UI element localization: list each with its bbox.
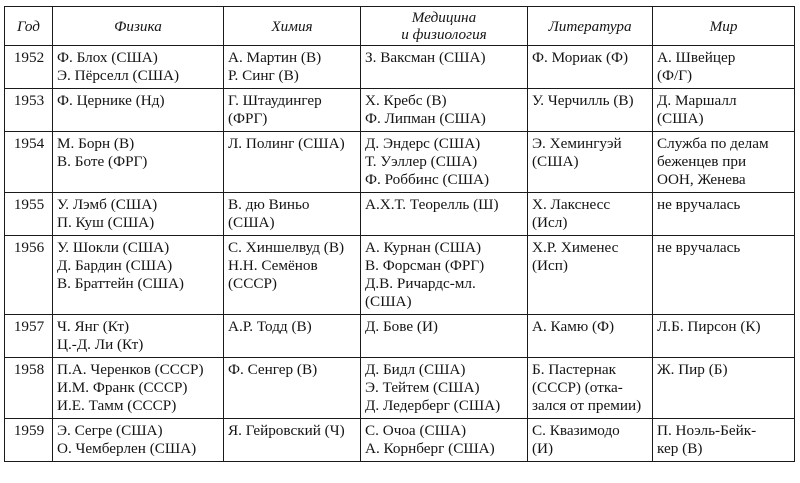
laureate-line: (Исл) — [532, 214, 568, 231]
laureate-line: Ч. Янг (Кт) — [57, 318, 130, 335]
cell-physics — [53, 193, 224, 236]
laureate-line: Ф. Блох (США) — [57, 49, 158, 66]
laureate-line: В. Браттейн (США) — [57, 275, 184, 292]
laureate-line: Ф. Сенгер (В) — [228, 361, 318, 378]
laureate-line: (США) — [228, 214, 275, 231]
laureate-line: У. Лэмб (США) — [57, 196, 158, 213]
cell-physics — [53, 132, 224, 193]
laureate-line: (США) — [365, 293, 412, 310]
table-row — [5, 132, 795, 193]
cell-medicine — [361, 89, 528, 132]
laureate-line: А. Камю (Ф) — [532, 318, 615, 335]
laureate-line: (СССР) (отка- — [532, 379, 623, 396]
laureate-line: Ф. Цернике (Нд) — [57, 92, 165, 109]
laureate-line: Л. Полинг (США) — [228, 135, 345, 152]
cell-peace — [653, 132, 795, 193]
laureate-line: Д.В. Ричардс-мл. — [365, 275, 476, 292]
cell-medicine — [361, 46, 528, 89]
header-peace: Мир — [653, 7, 795, 46]
laureate-line: (ФРГ) — [228, 110, 268, 127]
laureate-line: И.М. Франк (СССР) — [57, 379, 188, 396]
laureate-line: кер (В) — [657, 440, 703, 457]
laureate-line: Д. Ледерберг (США) — [365, 397, 501, 414]
laureate-line: (СССР) — [228, 275, 277, 292]
laureate-line: Ф. Мориак (Ф) — [532, 49, 629, 66]
header-row — [5, 7, 795, 46]
laureate-line: Ж. Пир (Б) — [657, 361, 728, 378]
laureate-line: Ц.-Д. Ли (Кт) — [57, 336, 144, 353]
laureate-line: беженцев при — [657, 153, 747, 170]
cell-physics — [53, 236, 224, 315]
laureate-line: О. Чемберлен (США) — [57, 440, 197, 457]
cell-year: 1954 — [5, 132, 53, 193]
laureate-line: (Ф/Г) — [657, 67, 693, 84]
laureate-line: В. дю Виньо — [228, 196, 310, 213]
cell-literature — [528, 358, 653, 419]
header-medicine-line2: и физиология — [401, 26, 487, 43]
header-year: Год — [5, 7, 53, 46]
laureate-line: Э. Сегре (США) — [57, 422, 163, 439]
laureate-line: Э. Пёрселл (США) — [57, 67, 180, 84]
laureate-line: А. Корнберг (США) — [365, 440, 495, 457]
cell-literature — [528, 46, 653, 89]
table-body — [5, 46, 795, 462]
header-medicine-line1: Медицина — [411, 9, 477, 26]
nobel-prize-table — [4, 6, 795, 462]
cell-chemistry — [224, 419, 361, 462]
cell-literature — [528, 315, 653, 358]
cell-chemistry — [224, 358, 361, 419]
laureate-line: Э. Тейтем (США) — [365, 379, 480, 396]
table-row — [5, 46, 795, 89]
cell-literature — [528, 89, 653, 132]
cell-peace — [653, 46, 795, 89]
laureate-line: Б. Пастернак — [532, 361, 616, 378]
laureate-line: Д. Бардин (США) — [57, 257, 173, 274]
cell-medicine — [361, 236, 528, 315]
cell-chemistry — [224, 236, 361, 315]
laureate-line: Служба по делам — [657, 135, 769, 152]
cell-medicine — [361, 419, 528, 462]
laureate-line: С. Очоа (США) — [365, 422, 466, 439]
laureate-line: А.Х.Т. Теорелль (Ш) — [365, 196, 499, 213]
laureate-line: М. Борн (В) — [57, 135, 135, 152]
laureate-line: В. Форсман (ФРГ) — [365, 257, 485, 274]
cell-peace — [653, 193, 795, 236]
table-row — [5, 236, 795, 315]
laureate-line: А.Р. Тодд (В) — [228, 318, 312, 335]
laureate-line: Я. Гейровский (Ч) — [228, 422, 345, 439]
header-physics: Физика — [53, 7, 224, 46]
laureate-line: Х.Р. Хименес — [532, 239, 619, 256]
laureate-line: У. Черчилль (В) — [532, 92, 634, 109]
laureate-line: Х. Лакснесс — [532, 196, 611, 213]
table-row — [5, 419, 795, 462]
laureate-line: П. Ноэль-Бейк- — [657, 422, 757, 439]
cell-year: 1958 — [5, 358, 53, 419]
laureate-line: У. Шокли (США) — [57, 239, 170, 256]
laureate-line: Р. Синг (В) — [228, 67, 299, 84]
table-row — [5, 193, 795, 236]
table-row — [5, 358, 795, 419]
cell-peace — [653, 236, 795, 315]
laureate-line: (США) — [657, 110, 704, 127]
cell-medicine — [361, 132, 528, 193]
laureate-line: зался от премии) — [532, 397, 642, 414]
cell-literature — [528, 419, 653, 462]
table-row — [5, 315, 795, 358]
cell-chemistry — [224, 315, 361, 358]
cell-medicine — [361, 315, 528, 358]
laureate-line: П. Куш (США) — [57, 214, 155, 231]
header-chemistry: Химия — [224, 7, 361, 46]
laureate-line: (И) — [532, 440, 554, 457]
laureate-line: П.А. Черенков (СССР) — [57, 361, 204, 378]
header-literature: Литература — [528, 7, 653, 46]
cell-physics — [53, 358, 224, 419]
cell-year: 1952 — [5, 46, 53, 89]
laureate-line: не вручалась — [657, 239, 741, 256]
cell-physics — [53, 419, 224, 462]
cell-year: 1956 — [5, 236, 53, 315]
cell-chemistry — [224, 46, 361, 89]
table-header — [5, 7, 795, 46]
laureate-line: Ф. Липман (США) — [365, 110, 486, 127]
laureate-line: А. Курнан (США) — [365, 239, 482, 256]
laureate-line: Э. Хемингуэй — [532, 135, 622, 152]
laureate-line: С. Квазимодо — [532, 422, 620, 439]
laureate-line: (Исп) — [532, 257, 568, 274]
table-row — [5, 89, 795, 132]
laureate-line: Т. Уэллер (США) — [365, 153, 478, 170]
laureate-line: Х. Кребс (В) — [365, 92, 447, 109]
cell-year: 1953 — [5, 89, 53, 132]
cell-year: 1955 — [5, 193, 53, 236]
cell-peace — [653, 315, 795, 358]
cell-peace — [653, 358, 795, 419]
laureate-line: Н.Н. Семёнов — [228, 257, 318, 274]
cell-year: 1959 — [5, 419, 53, 462]
laureate-line: Д. Эндерс (США) — [365, 135, 481, 152]
laureate-line: Д. Маршалл — [657, 92, 737, 109]
laureate-line: А. Мартин (В) — [228, 49, 322, 66]
laureate-line: Д. Бидл (США) — [365, 361, 466, 378]
laureate-line: (США) — [532, 153, 579, 170]
cell-physics — [53, 315, 224, 358]
laureate-line: В. Боте (ФРГ) — [57, 153, 148, 170]
laureate-line: Д. Бове (И) — [365, 318, 438, 335]
laureate-line: не вручалась — [657, 196, 741, 213]
cell-chemistry — [224, 89, 361, 132]
cell-physics — [53, 46, 224, 89]
cell-chemistry — [224, 132, 361, 193]
laureate-line: А. Швейцер — [657, 49, 736, 66]
cell-peace — [653, 89, 795, 132]
laureate-line: И.Е. Тамм (СССР) — [57, 397, 177, 414]
laureate-line: Ф. Роббинс (США) — [365, 171, 490, 188]
cell-literature — [528, 236, 653, 315]
header-medicine — [361, 7, 528, 46]
cell-medicine — [361, 193, 528, 236]
laureate-line: ООН, Женева — [657, 171, 746, 188]
laureate-line: З. Ваксман (США) — [365, 49, 486, 66]
cell-literature — [528, 193, 653, 236]
laureate-line: Г. Штаудингер — [228, 92, 322, 109]
cell-peace — [653, 419, 795, 462]
cell-chemistry — [224, 193, 361, 236]
laureate-line: С. Хиншелвуд (В) — [228, 239, 345, 256]
cell-medicine — [361, 358, 528, 419]
laureate-line: Л.Б. Пирсон (К) — [657, 318, 761, 335]
cell-literature — [528, 132, 653, 193]
cell-physics — [53, 89, 224, 132]
cell-year: 1957 — [5, 315, 53, 358]
